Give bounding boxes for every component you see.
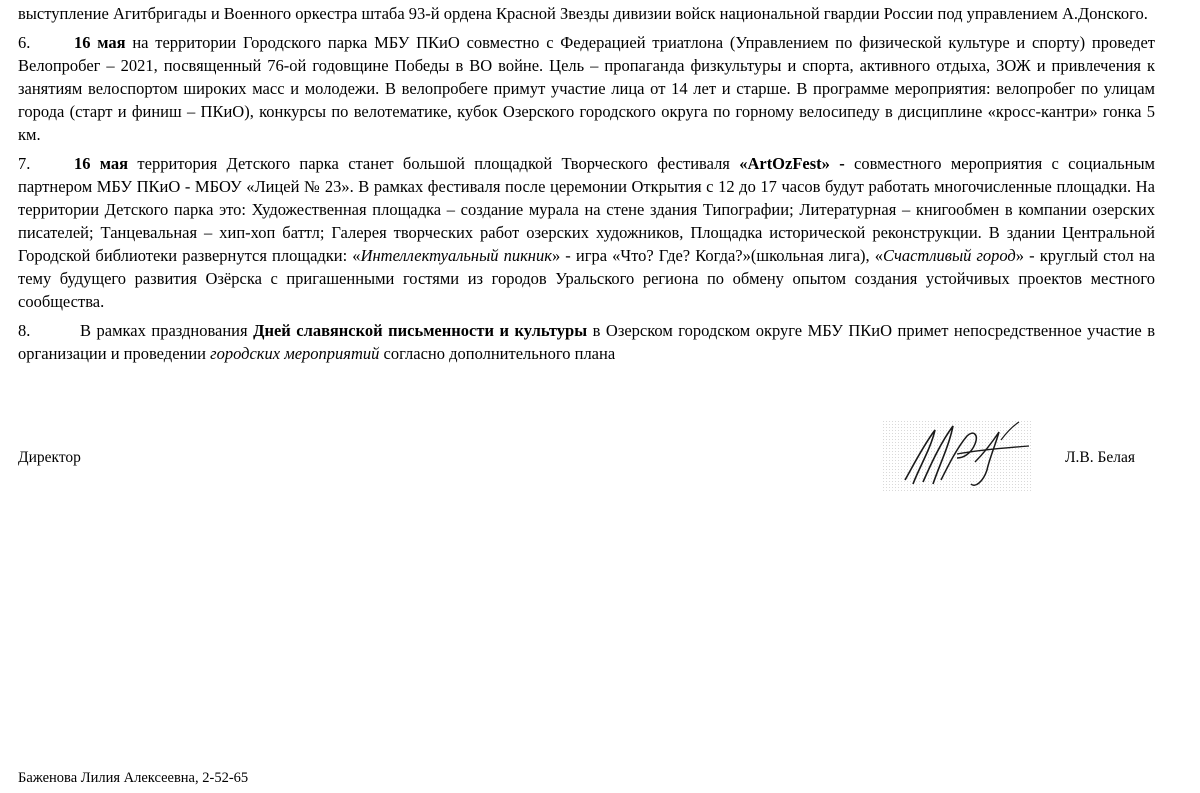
- paragraph-7-text-3: » - игра «Что? Где? Когда?»(школьная лига), «: [551, 246, 883, 265]
- document-body: [18, 2, 1155, 371]
- contact-footer: [18, 768, 248, 788]
- paragraph-7: [18, 152, 1155, 313]
- slavic-days-title: Дней славянской письменности и культуры: [253, 321, 588, 340]
- paragraph-7-text-4: » - круглый стол на тему будущего развития Озёрска с пригашенными гостями из городов Уральского региона по обмену опытом создания устойчивых проектов местного сообщества.: [18, 246, 1155, 311]
- paragraph-8: [18, 319, 1155, 365]
- item-number-6: 6.: [18, 33, 31, 52]
- paragraph-intro: [18, 2, 1155, 25]
- item-number-8: 8.: [18, 321, 31, 340]
- signatory-name: Л.В. Белая: [1065, 449, 1135, 466]
- paragraph-7-text-2: совместного мероприятия с социальным партнером МБУ ПКиО - МБОУ «Лицей № 23». В рамках фестиваля после церемонии Открытия с 12 до 17 часов будут работать многочисленные площадки. На территории Детского парка это: Художественная площадка – создание мурала на стене здания Типографии; Литературная – книгообмен в компании озерских писателей; Танцевальная – хип-хоп баттл; Галерея творческих работ озерских художников, Площадка исторической реконструкции. В здании Центральной Городской библиотеки развернутся площадки: «: [18, 154, 1155, 265]
- paragraph-intro-text: выступление Агитбригады и Военного оркестра штаба 93-й ордена Красной Звезды дивизии войск национальной гвардии России под управлением А.Донского.: [18, 4, 1148, 23]
- event-date-6: 16 мая: [74, 33, 126, 52]
- signatory-title: Директор: [18, 449, 81, 466]
- paragraph-6: [18, 31, 1155, 146]
- venue-intellectual-picnic: Интеллектуальный пикник: [360, 246, 552, 265]
- paragraph-8-text-2: в Озерском городском округе МБУ ПКиО примет непосредственное участие в организации и проведении: [18, 321, 1155, 363]
- venue-happy-city: Счастливый город: [882, 246, 1016, 265]
- paragraph-6-text: на территории Городского парка МБУ ПКиО совместно с Федерацией триатлона (Управлением по физической культуре и спорту) проведет Велопробег – 2021, посвященный 76-ой годовщине Победы в ВО войне. Цель – пропаганда физкультуры и спорта, активного отдыха, ЗОЖ и привлечения к занятиям велоспортом широких масс и молодежи. В велопробеге примут участие лица от 14 лет и старше. В программе мероприятия: велопробег по улицам города (старт и финиш – ПКиО), конкурсы по велотематике, кубок Озерского городского округа по горному велосипеду в дисциплине «кросс-кантри» гонка 5 км.: [18, 33, 1155, 144]
- item-number-7: 7.: [18, 154, 31, 173]
- festival-name: «ArtOzFest» -: [739, 154, 845, 173]
- handwritten-signature: [883, 418, 1033, 494]
- paragraph-8-text-3: согласно дополнительного плана: [379, 344, 616, 363]
- paragraph-7-text-1: территория Детского парка станет большой площадкой Творческого фестиваля: [128, 154, 740, 173]
- event-date-7: 16 мая: [74, 154, 129, 173]
- paragraph-8-text-1: В рамках празднования: [80, 321, 254, 340]
- city-events-phrase: городских мероприятий: [210, 344, 380, 363]
- contact-person: Баженова Лилия Алексеевна, 2-52-65: [18, 770, 249, 786]
